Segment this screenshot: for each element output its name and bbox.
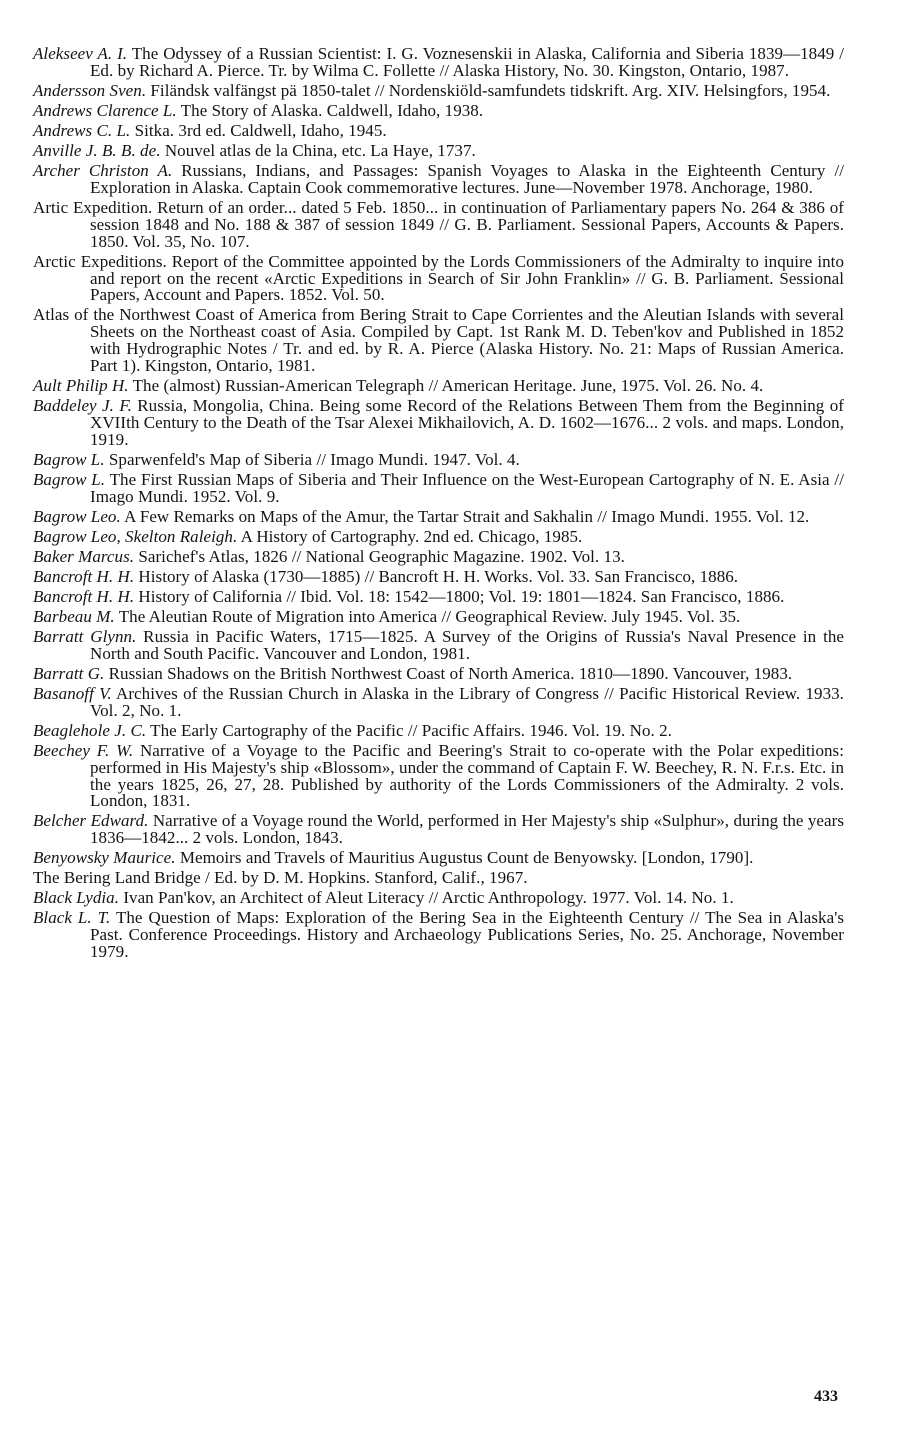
reference-text: Artic Expedition. Return of an order... dated 5 Feb. 1850... in continuation of Parliamentary papers No. 264 & 386 of session 1848 and No. 188 & 387 of session 1849 // G. B. Parliament. Sessional Papers, Accounts & Papers. 1850. Vol. 35, No. 107. (33, 197, 844, 251)
reference-author: Bagrow L. (33, 469, 106, 489)
reference-author: Black L. T. (33, 908, 111, 928)
reference-entry (33, 740, 844, 811)
reference-text: Sitka. 3rd ed. Caldwell, Idaho, 1945. (130, 120, 387, 140)
reference-text: Russia, Mongolia, China. Being some Record of the Relations Between Them from the Beginning of XVIIth Century to the Death of the Tsar Alexei Mikhailovich, A. D. 1602—1676... 2 vols. and maps. London, 1919. (90, 396, 845, 449)
reference-text: Russia in Pacific Waters, 1715—1825. A Survey of the Origins of Russia's Naval Presence in the North and South Pacific. Vancouver and London, 1981. (90, 626, 844, 663)
reference-text: Filändsk valfängst pä 1850-talet // Nordenskiöld-samfundets tidskrift. Arg. XIV. Helsingfors, 1954. (146, 80, 831, 100)
reference-author: Bagrow Leo, Skelton Raleigh. (33, 526, 238, 546)
reference-text: The Early Cartography of the Pacific // Pacific Affairs. 1946. Vol. 19. No. 2. (146, 720, 672, 740)
reference-list (33, 46, 844, 961)
reference-text: The Story of Alaska. Caldwell, Idaho, 1938. (176, 100, 484, 120)
reference-entry (33, 720, 844, 740)
reference-author: Basanoff V. (33, 683, 112, 703)
reference-entry (33, 469, 844, 506)
reference-entry (33, 398, 844, 449)
reference-entry (33, 449, 844, 469)
reference-author: Ault Philip H. (33, 376, 129, 396)
reference-author: Andrews C. L. (33, 120, 131, 140)
reference-entry (33, 120, 844, 140)
reference-text: Archives of the Russian Church in Alaska in the Library of Congress // Pacific Historical Review. 1933. Vol. 2, No. 1. (90, 683, 844, 720)
reference-author: Andersson Sven. (33, 80, 147, 100)
reference-entry (33, 140, 844, 160)
reference-entry (33, 890, 844, 907)
reference-author: Beechey F. W. (33, 740, 134, 760)
reference-entry (33, 506, 844, 526)
reference-entry (33, 663, 844, 683)
reference-entry (33, 307, 844, 375)
reference-author: Baker Marcus. (33, 546, 135, 566)
reference-entry (33, 910, 844, 961)
reference-text: The Odyssey of a Russian Scientist: I. G. Voznesenskii in Alaska, California and Siberia 1839—1849 / Ed. by Richard A. Pierce. Tr. by Wilma C. Follette // Alaska History, No. 30. Kingston, Ontario, 1987. (90, 44, 844, 80)
reference-text: A History of Cartography. 2nd ed. Chicago, 1985. (237, 526, 583, 546)
reference-text: Ivan Pan'kov, an Architect of Aleut Literacy // Arctic Anthropology. 1977. Vol. 14. No. 1. (119, 888, 734, 908)
reference-author: Barratt Glynn. (33, 626, 137, 646)
page-number: 433 (814, 1388, 838, 1405)
reference-text: The Bering Land Bridge / Ed. by D. M. Hopkins. Stanford, Calif., 1967. (33, 868, 528, 888)
reference-text: The Aleutian Route of Migration into America // Geographical Review. July 1945. Vol. 35. (114, 606, 741, 626)
reference-entry (33, 100, 844, 120)
reference-entry (33, 850, 844, 867)
reference-entry (33, 683, 844, 720)
reference-text: Sarichef's Atlas, 1826 // National Geographic Magazine. 1902. Vol. 13. (134, 546, 625, 566)
reference-entry (33, 626, 844, 663)
reference-text: History of California // Ibid. Vol. 18: 1542—1800; Vol. 19: 1801—1824. San Francisco, 1886. (134, 586, 785, 606)
reference-text: Narrative of a Voyage round the World, performed in Her Majesty's ship «Sulphur», during the years 1836—1842... 2 vols. London, 1843. (90, 811, 844, 848)
reference-entry (33, 566, 844, 586)
reference-author: Baddeley J. F. (33, 396, 132, 416)
reference-entry (33, 80, 844, 100)
reference-entry (33, 813, 844, 847)
reference-author: Bagrow L. (33, 449, 105, 469)
reference-text: A Few Remarks on Maps of the Amur, the Tartar Strait and Sakhalin // Imago Mundi. 1955. Vol. 12. (120, 506, 810, 526)
reference-text: The First Russian Maps of Siberia and Their Influence on the West-European Cartography of N. E. Asia // Imago Mundi. 1952. Vol. 9. (90, 469, 844, 506)
reference-entry (33, 870, 844, 887)
reference-author: Belcher Edward. (33, 811, 149, 831)
reference-author: Bancroft H. H. (33, 566, 135, 586)
reference-author: Bancroft H. H. (33, 586, 135, 606)
reference-author: Andrews Clarence L. (33, 100, 177, 120)
reference-text: Memoirs and Travels of Mauritius Augustus Count de Benyowsky. [London, 1790]. (175, 848, 754, 868)
reference-text: The Question of Maps: Exploration of the Bering Sea in the Eighteenth Century // The Sea in Alaska's Past. Conference Proceedings. History and Archaeology Publications Series, No. 25. Anchorage, November 1979. (90, 908, 844, 962)
reference-text: Narrative of a Voyage to the Pacific and Beering's Strait to co-operate with the Polar expeditions: performed in His Majesty's ship «Blossom», under the command of Captain F. W. Beechey, R. N. F.r.s. Etc. in the years 1825, 26, 27, 28. Published by authority of the Lords Commissioners of the Admiralty. 2 vols. London, 1831. (90, 740, 844, 811)
reference-text: Russians, Indians, and Passages: Spanish Voyages to Alaska in the Eighteenth Century // Exploration in Alaska. Captain Cook commemorative lectures. June—November 1978. Anchorage, 1980. (90, 160, 844, 197)
reference-entry (33, 586, 844, 606)
reference-text: Sparwenfeld's Map of Siberia // Imago Mundi. 1947. Vol. 4. (104, 449, 520, 469)
reference-author: Black Lydia. (33, 888, 120, 908)
reference-entry (33, 251, 844, 305)
reference-text: The (almost) Russian-American Telegraph // American Heritage. June, 1975. Vol. 26. No. 4. (128, 376, 764, 396)
reference-entry (33, 606, 844, 626)
reference-entry (33, 546, 844, 566)
reference-entry (33, 197, 844, 251)
reference-author: Anville J. B. B. de. (33, 140, 161, 160)
reference-entry (33, 526, 844, 546)
reference-text: Arctic Expeditions. Report of the Committee appointed by the Lords Commissioners of the Admiralty to inquire into and report on the recent «Arctic Expeditions in Search of Sir John Franklin» // G. B. Parliament. Sessional Papers, Account and Papers. 1852. Vol. 50. (33, 251, 844, 305)
reference-author: Barratt G. (33, 663, 105, 683)
reference-author: Bagrow Leo. (33, 506, 121, 526)
reference-text: History of Alaska (1730—1885) // Bancroft H. H. Works. Vol. 33. San Francisco, 1886. (134, 566, 739, 586)
reference-author: Archer Christon A. (33, 160, 173, 180)
reference-text: Russian Shadows on the British Northwest Coast of North America. 1810—1890. Vancouver, 1983. (104, 663, 793, 683)
reference-entry (33, 378, 844, 395)
reference-author: Alekseev A. I. (33, 44, 128, 63)
reference-author: Benyowsky Maurice. (33, 848, 176, 868)
reference-author: Beaglehole J. C. (33, 720, 147, 740)
reference-author: Barbeau M. (33, 606, 115, 626)
reference-text: Atlas of the Northwest Coast of America from Bering Strait to Cape Corrientes and the Aleutian Islands with several Sheets on the Northeast coast of Asia. Compiled by Capt. 1st Rank M. D. Teben'kov and Published in 1852 with Hydrographic Notes / Tr. and ed. by R. A. Pierce (Alaska History. No. 21: Maps of Russian America. Part 1). Kingston, Ontario, 1981. (33, 305, 844, 376)
reference-entry (33, 160, 844, 197)
reference-entry (33, 46, 844, 80)
reference-text: Nouvel atlas de la China, etc. La Haye, 1737. (160, 140, 476, 160)
